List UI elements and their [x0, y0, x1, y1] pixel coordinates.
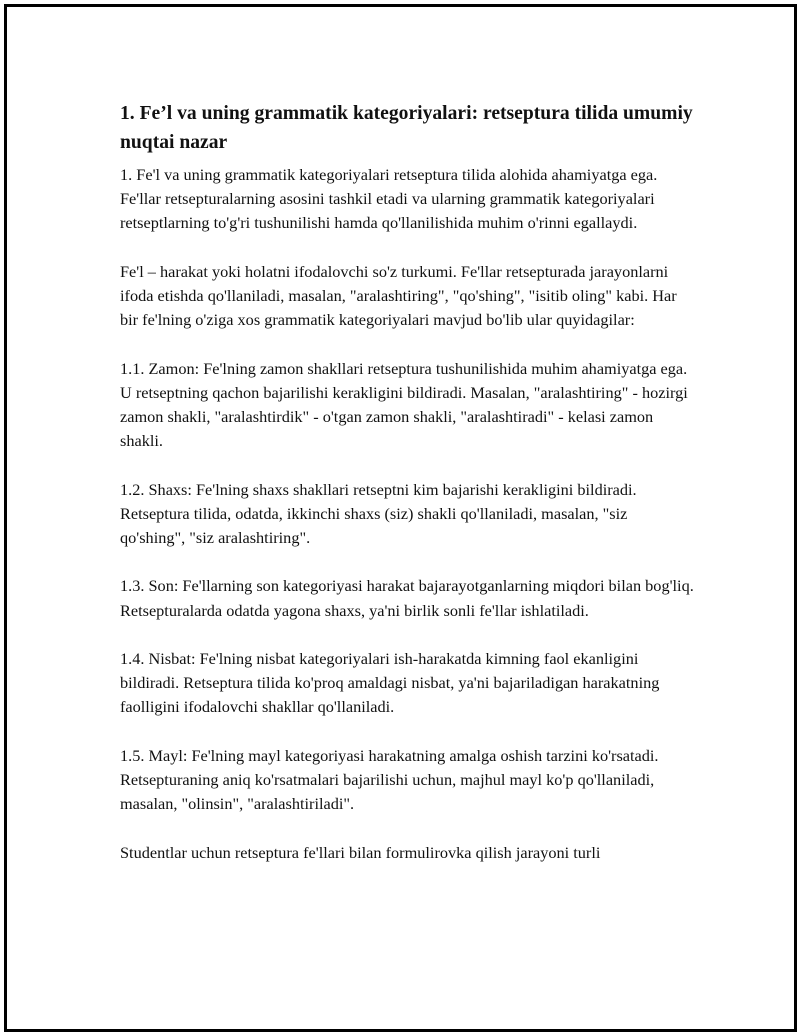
- paragraph-verb-definition: Fe'l – harakat yoki holatni ifodalovchi so'z turkumi. Fe'llar retsepturada jarayonlarni ifoda etishda qo'llaniladi, masalan, "aralashtiring", "qo'shing", "isitib oling" kabi. Har bir fe'lning o'ziga xos grammatik kategoriyalari mavjud bo'lib ular quyidagilar:: [120, 261, 677, 330]
- paragraph-mood: 1.5. Mayl: Fe'lning mayl kategoriyasi harakatning amalga oshish tarzini ko'rsatadi. Retsepturaning aniq ko'rsatmalari bajarilishi uchun, majhul mayl ko'p qo'llaniladi, masalan, "olinsin", "aralashtiriladi".: [120, 745, 659, 814]
- page-frame: [4, 4, 797, 1032]
- paragraph-tense: 1.1. Zamon: Fe'lning zamon shakllari retseptura tushunilishida muhim ahamiyatga ega. U retseptning qachon bajarilishi kerakligini bildiradi. Masalan, "aralashtiring" - hozirgi zamon shakli, "aralashtirdik" - o'tgan zamon shakli, "aralashtiradi" - kelasi zamon shakli.: [120, 358, 688, 451]
- page-title: 1. Fe’l va uning grammatik kategoriyalari: retseptura tilida umumiy nuqtai nazar: [120, 103, 693, 153]
- paragraph-intro: 1. Fe'l va uning grammatik kategoriyalari retseptura tilida alohida ahamiyatga ega. Fe'llar retsepturalarning asosini tashkil etadi va ularning grammatik kategoriyalari retseptlarning to'g'ri tushunilishi hamda qo'llanilishida muhim o'rinni egallaydi.: [120, 165, 658, 233]
- paragraph-person: 1.2. Shaxs: Fe'lning shaxs shakllari retseptni kim bajarishi kerakligini bildiradi. Retseptura tilida, odatda, ikkinchi shaxs (siz) shakli qo'llaniladi, masalan, "siz qo'shing", "siz aralashtiring".: [120, 479, 637, 547]
- paragraph-voice: 1.4. Nisbat: Fe'lning nisbat kategoriyalari ish-harakatda kimning faol ekanligini bildiradi. Retseptura tilida ko'proq amaldagi nisbat, ya'ni bajariladigan harakatning faolligini ifodalovchi shakllar qo'llaniladi.: [120, 648, 660, 717]
- paragraph-number: 1.3. Son: Fe'llarning son kategoriyasi harakat bajarayotganlarning miqdori bilan bog'liq. Retsepturalarda odatda yagona shaxs, ya'ni birlik sonli fe'llar ishlatiladi.: [120, 576, 694, 620]
- document-body: [120, 99, 695, 865]
- paragraph-students: Studentlar uchun retseptura fe'llari bilan formulirovka qilish jarayoni turli: [120, 842, 601, 862]
